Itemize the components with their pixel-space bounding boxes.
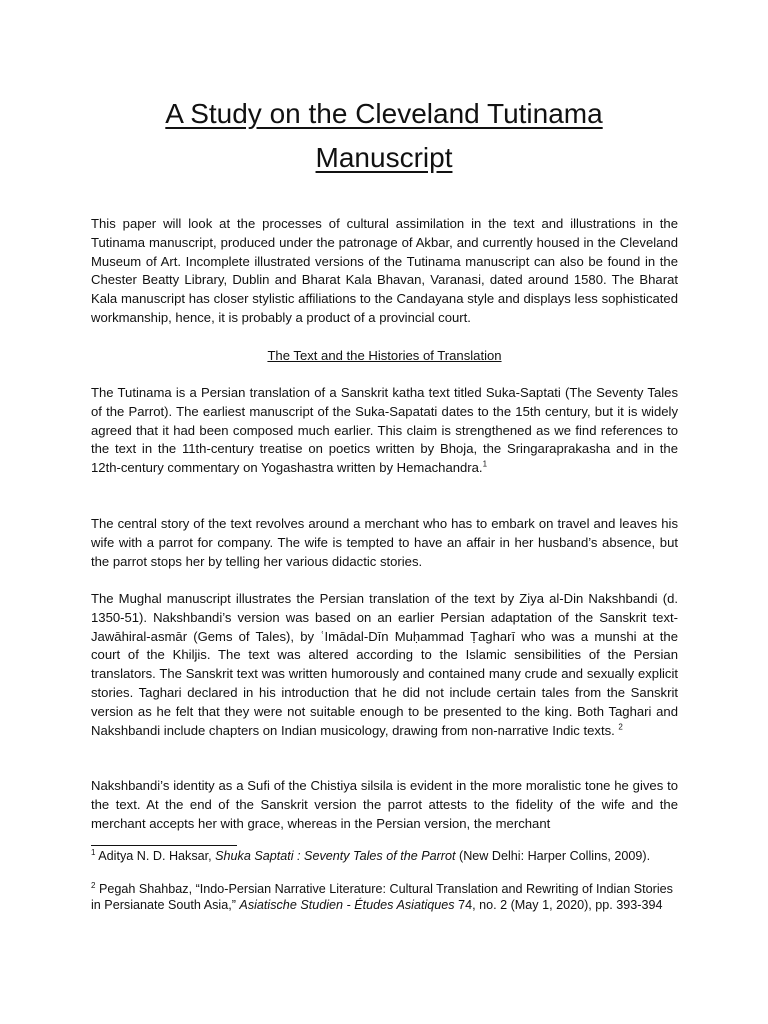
paragraph-1-text: The Tutinama is a Persian translation of a Sanskrit katha text titled Suka-Saptati (The Seventy Tales of the Parrot). The earliest manuscript of the Suka-Sapatati dates to the 15th century, but it is widely agreed that it had been composed much earlier. This claim is strengthened as we find references to the text in the 11th-century treatise on poetics written by Bhoja, the Sringaraprakasha and in the 12th-century commentary on Yogashastra written by Hemachandra. (91, 385, 678, 476)
paragraph-1 (91, 384, 678, 478)
footnote-1 (91, 848, 678, 864)
footnote-1-title: Shuka Saptati : Seventy Tales of the Parrot (215, 849, 456, 863)
title-line-1: A Study on the Cleveland Tutinama (165, 98, 603, 129)
footnote-ref-2: 2 (618, 722, 623, 732)
footnote-separator (91, 845, 237, 846)
section-heading: The Text and the Histories of Translation (267, 348, 502, 363)
page-title (80, 92, 688, 180)
paragraph-3-text: The Mughal manuscript illustrates the Persian translation of the text by Ziya al-Din Nakshbandi (d. 1350-51). Nakshbandi’s version was based on an earlier Persian adaptation of the Sanskrit text- Jawāhiral-asmār (Gems of Tales), by ʿImādal-Dīn Muḥammad Ṭagharī who was a munshi at the court of the Khiljis. The text was altered according to the Islamic sensibilities of the Persian translators. The Sanskrit text was written humorously and contained many crude and sexually explicit stories. Taghari declared in his introduction that he did not include certain tales from the Sanskrit version as he felt that they were not suitable enough to be presented to the king. Both Taghari and Nakshbandi include chapters on Indian musicology, drawing from non-narrative Indic texts. (91, 591, 678, 738)
footnote-1-number: 1 (91, 847, 96, 857)
footnote-2-pre: Pegah Shahbaz, “Indo-Persian Narrative Literature: Cultural Translation and Rewriting of Indian Stories in Persianate South Asia,” (91, 882, 673, 913)
paragraph-2: The central story of the text revolves around a merchant who has to embark on travel and leaves his wife with a parrot for company. The wife is tempted to have an affair in her husband’s absence, but the parrot stops her by telling her various didactic stories. (91, 516, 678, 569)
footnote-1-pre: Aditya N. D. Haksar, (95, 849, 216, 863)
paragraph-3 (91, 590, 678, 740)
footnote-ref-1: 1 (482, 459, 488, 469)
paragraph-4: Nakshbandi’s identity as a Sufi of the Chistiya silsila is evident in the more moralistic tone he gives to the text. At the end of the Sanskrit version the parrot attests to the fidelity of the wife and the merchant accepts her with grace, whereas in the Persian version, the merchant (91, 778, 678, 831)
footnote-2-post: 74, no. 2 (May 1, 2020), pp. 393-394 (454, 898, 663, 913)
footnote-1-post: (New Delhi: Harper Collins, 2009). (455, 849, 651, 863)
intro-paragraph: This paper will look at the processes of cultural assimilation in the text and illustrations in the Tutinama manuscript, produced under the patronage of Akbar, and currently housed in the Cleveland Museum of Art. Incomplete illustrated versions of the Tutinama manuscript can also be found in the Chester Beatty Library, Dublin and Bharat Kala Bhavan, Varanasi, dated around 1580. The Bharat Kala manuscript has closer stylistic affiliations to the Candayana style and displays less sophisticated workmanship, hence, it is probably a product of a provincial court. (91, 216, 678, 325)
footnote-2-journal: Asiatische Studien - Études Asiatiques (239, 898, 455, 913)
footnote-2-number: 2 (91, 880, 96, 890)
title-line-2: Manuscript (315, 142, 453, 173)
footnote-2 (91, 881, 678, 914)
